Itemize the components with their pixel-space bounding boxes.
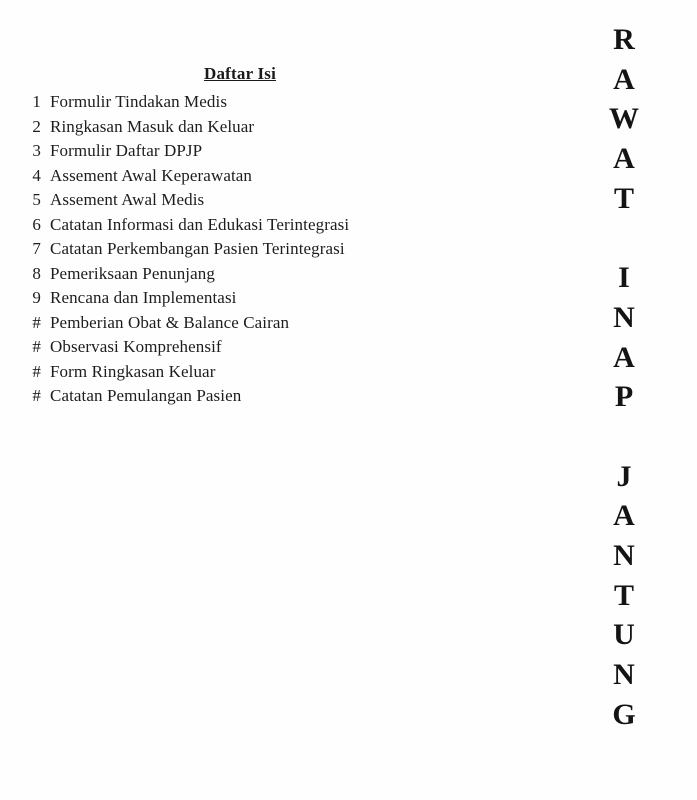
toc-item	[25, 384, 455, 409]
toc-item-label: Pemeriksaan Penunjang	[50, 263, 215, 283]
toc-item	[25, 164, 455, 189]
toc-item	[25, 262, 455, 287]
toc-item-label: Form Ringkasan Keluar	[50, 361, 216, 381]
toc-item	[25, 237, 455, 262]
vertical-letter: A	[613, 499, 635, 533]
toc-item-number: 2	[32, 116, 41, 136]
toc-item-number: 4	[32, 165, 41, 185]
toc-item-label: Observasi Komprehensif	[50, 337, 222, 356]
toc-item-label: Catatan Perkembangan Pasien Terintegrasi	[50, 239, 345, 258]
vertical-letter: N	[613, 658, 635, 691]
toc-item-number: #	[32, 386, 41, 405]
toc-item-number: 8	[32, 263, 41, 283]
toc-item-label: Pemberian Obat & Balance Cairan	[50, 312, 290, 332]
toc-item-label: Assement Awal Keperawatan	[50, 165, 253, 185]
vertical-letter: W	[609, 102, 639, 136]
vertical-label-word-gap	[604, 218, 644, 258]
toc-item-number: 6	[32, 214, 41, 234]
toc-item	[25, 115, 455, 140]
toc-item	[25, 286, 455, 311]
toc-item-label: Ringkasan Masuk dan Keluar	[50, 116, 255, 136]
vertical-label-word-gap	[604, 417, 644, 457]
vertical-letter: G	[612, 697, 636, 731]
vertical-letter: N	[613, 538, 635, 572]
vertical-letter: P	[614, 380, 634, 414]
vertical-letter: N	[613, 300, 635, 334]
toc-item	[25, 335, 455, 360]
toc-item-label: Rencana dan Implementasi	[50, 288, 237, 307]
toc-item-label: Catatan Informasi dan Edukasi Terintegrasi	[50, 214, 350, 234]
toc-item	[25, 90, 455, 115]
vertical-letter: J	[616, 459, 632, 493]
vertical-label-rawat-inap-jantung	[604, 20, 644, 734]
toc-item	[25, 188, 455, 213]
toc-item	[25, 213, 455, 238]
vertical-letter: U	[613, 618, 635, 652]
vertical-letter: T	[613, 578, 634, 612]
vertical-letter: A	[613, 142, 635, 176]
toc-item	[25, 139, 455, 164]
toc-item-label: Assement Awal Medis	[50, 190, 205, 209]
toc-item-label: Formulir Tindakan Medis	[50, 92, 228, 111]
vertical-letter: I	[618, 261, 630, 295]
toc-item-number: 1	[32, 92, 41, 111]
toc-item-number: #	[32, 312, 41, 332]
toc-item-number: 3	[32, 141, 41, 160]
toc-item-label: Formulir Daftar DPJP	[50, 141, 203, 160]
toc-item-number: #	[32, 337, 41, 356]
toc-list	[25, 90, 455, 409]
toc-item-number: #	[32, 361, 41, 381]
toc-item	[25, 360, 455, 385]
vertical-letter: R	[613, 23, 635, 56]
toc-title: Daftar Isi	[203, 64, 277, 83]
toc-item-label: Catatan Pemulangan Pasien	[50, 386, 242, 405]
vertical-letter: A	[613, 340, 635, 374]
vertical-letter: T	[613, 181, 634, 215]
toc-item-number: 5	[32, 190, 41, 209]
table-of-contents	[25, 63, 455, 409]
toc-item	[25, 311, 455, 336]
toc-item-number: 9	[32, 288, 41, 307]
vertical-letter: A	[613, 62, 635, 96]
toc-item-number: 7	[32, 239, 41, 258]
